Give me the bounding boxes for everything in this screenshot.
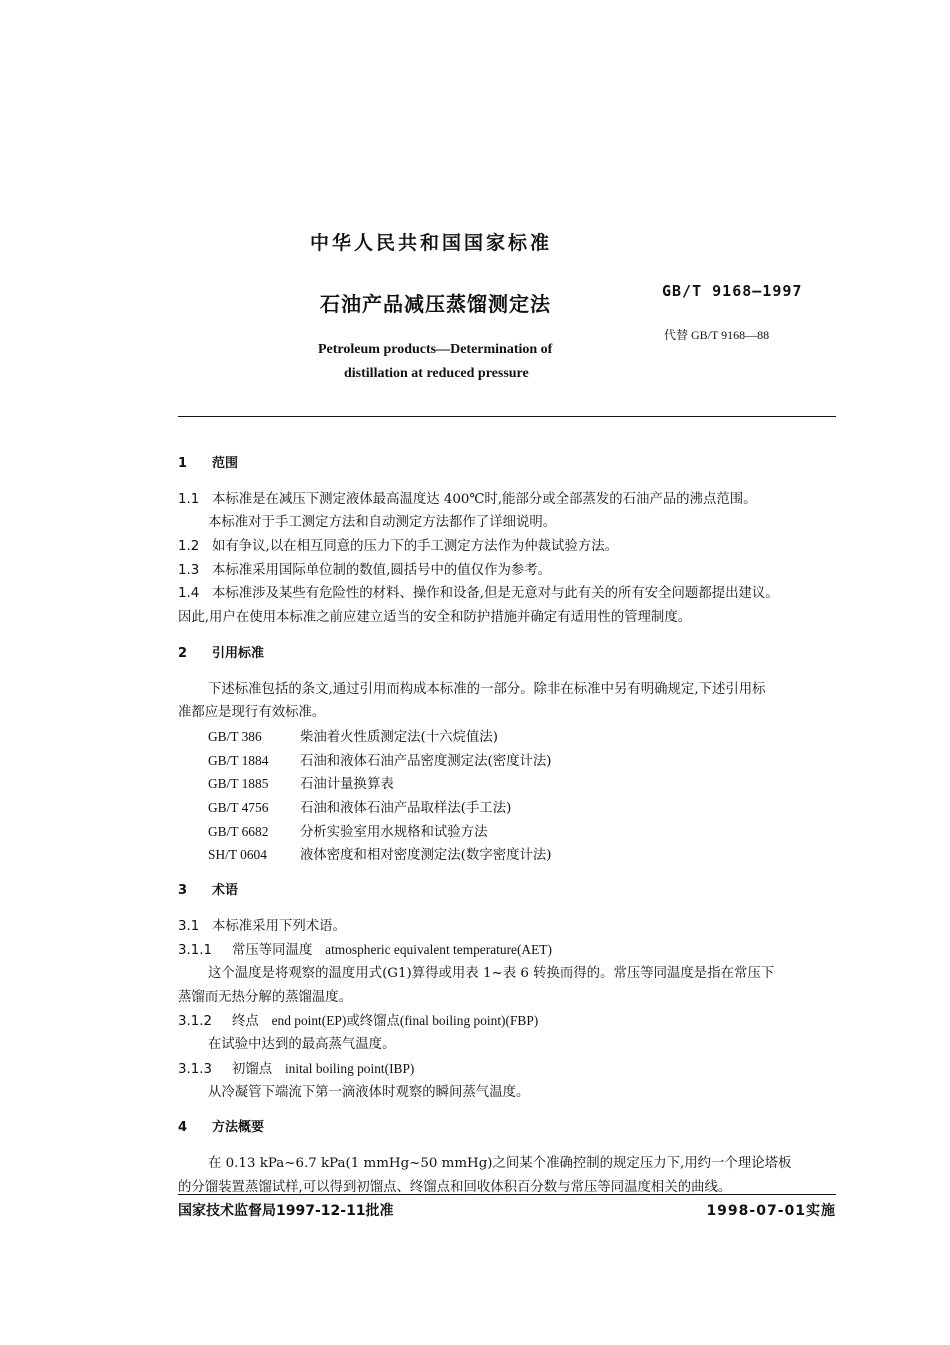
- clause-number: 1.1: [178, 491, 200, 507]
- section-number: 3: [178, 883, 188, 898]
- term-definition: 从冷凝管下端流下第一滴液体时观察的瞬间蒸气温度。: [208, 1084, 530, 1100]
- section-number: 2: [178, 645, 188, 661]
- term-en: inital boiling point(IBP): [284, 1060, 415, 1076]
- term-definition: 在试验中达到的最高蒸气温度。: [208, 1037, 396, 1053]
- term-cn: 初馏点: [232, 1061, 273, 1077]
- ref-code: GB/T 1884: [208, 752, 269, 768]
- clause-text: 本标准采用国际单位制的数值,圆括号中的值仅作为参考。: [212, 562, 552, 578]
- ref-name: 石油和液体石油产品密度测定法(密度计法): [300, 753, 552, 769]
- clause-number: 1.2: [178, 539, 200, 555]
- term-cn: 常压等同温度: [232, 943, 313, 959]
- clause-text: 本标准涉及某些有危险性的材料、操作和设备,但是无意对与此有关的所有安全问题都提出建议。: [212, 586, 779, 602]
- section-2-heading: [178, 642, 838, 666]
- section-4-paragraph: 在 0.13 kPa~6.7 kPa(1 mmHg~50 mmHg)之间某个准确控制的规定压力下,用约一个理论塔板: [208, 1155, 792, 1171]
- ref-item: [178, 725, 838, 749]
- ref-code: GB/T 1885: [208, 776, 269, 792]
- clause-text: 本标准采用下列术语。: [212, 918, 346, 934]
- clause-number: 3.1.2: [178, 1014, 213, 1030]
- ref-name: 液体密度和相对密度测定法(数字密度计法): [300, 848, 552, 864]
- clause-1-2: [178, 535, 838, 559]
- section-4-paragraph-continued: 的分馏装置蒸馏试样,可以得到初馏点、终馏点和回收体积百分数与常压等同温度相关的曲线。: [178, 1179, 732, 1195]
- clause-number: 3.1: [178, 918, 200, 934]
- section-title: 术语: [212, 883, 239, 898]
- clause-1-4: [178, 582, 838, 606]
- ref-item: [178, 820, 838, 844]
- clause-3-1-1: [178, 938, 838, 962]
- clause-number: 1.4: [178, 586, 200, 602]
- clause-text: 如有争议,以在相互同意的压力下的手工测定方法作为仲裁试验方法。: [212, 539, 618, 555]
- replaces-standard: 代替 GB/T 9168—88: [664, 328, 770, 342]
- header-divider: [178, 416, 836, 417]
- ref-item: [178, 796, 838, 820]
- document-body: [178, 452, 838, 1199]
- ref-name: 石油和液体石油产品取样法(手工法): [300, 800, 512, 816]
- section-2-intro: 下述标准包括的条文,通过引用而构成本标准的一部分。除非在标准中另有明确规定,下述引用标: [208, 681, 766, 697]
- section-title: 引用标准: [212, 645, 265, 661]
- ref-item: [178, 843, 838, 867]
- document-title-cn: 石油产品减压蒸馏测定法: [320, 292, 551, 316]
- section-title: 方法概要: [212, 1120, 265, 1136]
- term-en: atmospheric equivalent temperature(AET): [325, 942, 552, 958]
- section-number: 4: [178, 1120, 188, 1136]
- section-title: 范围: [212, 456, 239, 471]
- term-cn: 终点: [232, 1014, 259, 1030]
- standard-code: GB/T 9168—1997: [662, 282, 803, 300]
- clause-1-1-continued: 本标准对于手工测定方法和自动测定方法都作了详细说明。: [208, 515, 557, 531]
- section-4-heading: [178, 1116, 838, 1140]
- section-1-heading: [178, 452, 838, 476]
- ref-name: 石油计量换算表: [300, 777, 394, 793]
- ref-code: GB/T 4756: [208, 799, 269, 815]
- clause-text: 本标准是在减压下测定液体最高温度达 400℃时,能部分或全部蒸发的石油产品的沸点范围。: [212, 491, 757, 507]
- section-2-intro-continued: 准都应是现行有效标准。: [178, 705, 326, 721]
- clause-number: 3.1.3: [178, 1061, 213, 1077]
- footer-divider: [178, 1194, 836, 1195]
- term-definition: 这个温度是将观察的温度用式(G1)算得或用表 1~表 6 转换而得的。常压等同温度是指在常压下: [208, 966, 775, 982]
- clause-1-4-continued: 因此,用户在使用本标准之前应建立适当的安全和防护措施并确定有适用性的管理制度。: [178, 610, 692, 626]
- ref-code: SH/T 0604: [208, 847, 267, 863]
- title-en-line1: Petroleum products—Determination of: [318, 342, 553, 357]
- effective-date: 1998-07-01实施: [706, 1203, 836, 1219]
- approval-info: 国家技术监督局1997-12-11批准: [178, 1203, 394, 1219]
- clause-number: 3.1.1: [178, 943, 213, 959]
- ref-item: [178, 772, 838, 796]
- ref-code: GB/T 6682: [208, 823, 269, 839]
- section-number: 1: [178, 456, 188, 471]
- ref-name: 柴油着火性质测定法(十六烷值法): [300, 729, 498, 745]
- clause-3-1: [178, 915, 838, 939]
- clause-3-1-2: [178, 1009, 838, 1033]
- ref-name: 分析实验室用水规格和试验方法: [300, 824, 488, 840]
- document-title-en: [318, 338, 552, 386]
- clause-1-1: [178, 488, 838, 512]
- section-3-heading: [178, 879, 838, 903]
- ref-code: GB/T 386: [208, 728, 262, 744]
- term-en: end point(EP)或终馏点(final boiling point)(FBP): [271, 1013, 539, 1029]
- ref-item: [178, 749, 838, 773]
- clause-number: 1.3: [178, 562, 200, 578]
- title-en-line2: distillation at reduced pressure: [344, 366, 529, 381]
- clause-3-1-3: [178, 1057, 838, 1081]
- clause-1-3: [178, 559, 838, 583]
- national-standard-heading: 中华人民共和国国家标准: [310, 232, 553, 254]
- term-definition-continued: 蒸馏而无热分解的蒸馏温度。: [178, 989, 353, 1005]
